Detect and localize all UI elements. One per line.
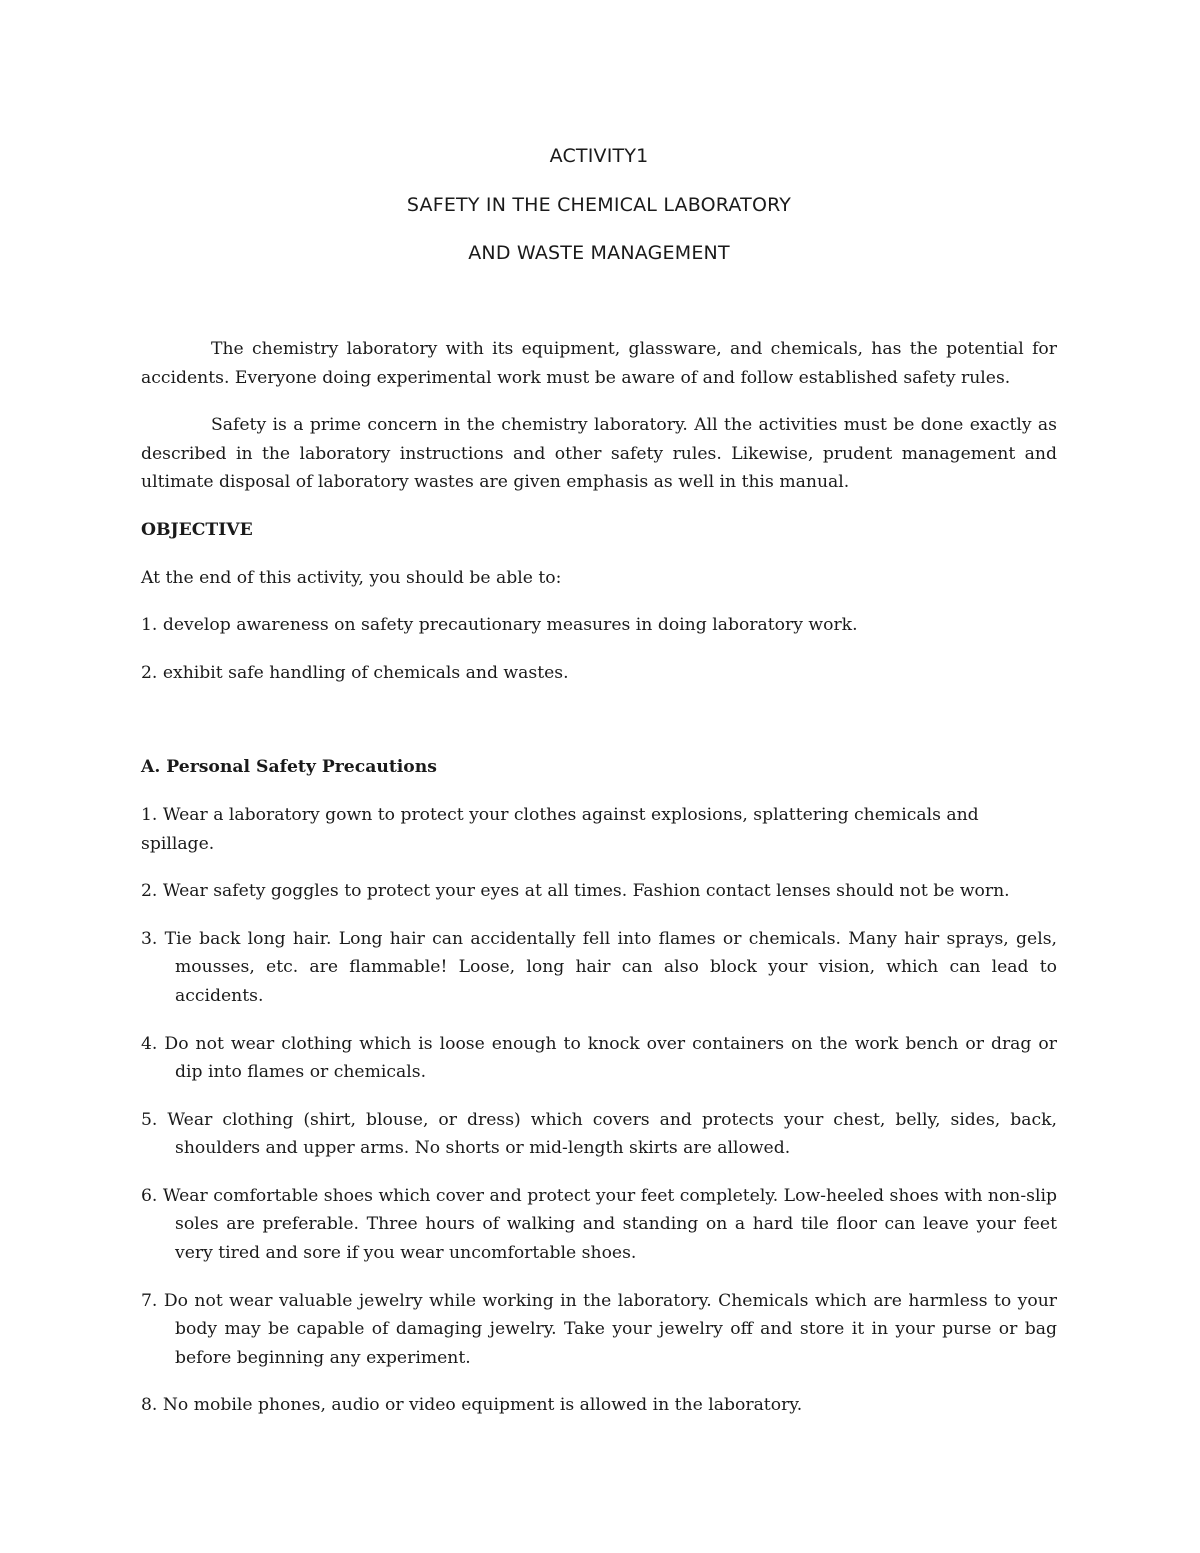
precaution-item-4: 4. Do not wear clothing which is loose enough to knock over containers on the work bench or drag or dip into flames or chemicals. (141, 1033, 1057, 1083)
document-page (141, 0, 1057, 1553)
precaution-item-1: 1. Wear a laboratory gown to protect your clothes against explosions, splattering chemicals and spillage. (141, 804, 979, 854)
precaution-item-6: 6. Wear comfortable shoes which cover and protect your feet completely. Low-heeled shoes with non-slip soles are preferable. Three hours of walking and standing on a hard tile floor can leave your feet very tired and sore if you wear uncomfortable shoes. (141, 1185, 1057, 1264)
precaution-item-3: 3. Tie back long hair. Long hair can accidentally fell into flames or chemicals. Many hair sprays, gels, mousses, etc. are flammable! Loose, long hair can also block your vision, which can lead to accidents. (141, 928, 1057, 1006)
activity-title: ACTIVITY1 (549, 145, 649, 167)
objective-item-2: 2. exhibit safe handling of chemicals and wastes. (141, 662, 569, 683)
document-title: SAFETY IN THE CHEMICAL LABORATORY (406, 193, 792, 216)
intro-paragraph-2: Safety is a prime concern in the chemistry laboratory. All the activities must be done exactly as described in the laboratory instructions and other safety rules. Likewise, prudent management and ultimate disposal of laboratory wastes are given emphasis as well in this manual. (141, 415, 1057, 493)
objective-heading: OBJECTIVE (141, 519, 253, 540)
precaution-item-8: 8. No mobile phones, audio or video equipment is allowed in the laboratory. (141, 1395, 803, 1416)
section-a-heading: A. Personal Safety Precautions (141, 757, 437, 778)
precaution-item-5: 5. Wear clothing (shirt, blouse, or dress) which covers and protects your chest, belly, sides, back, shoulders and upper arms. No shorts or mid-length skirts are allowed. (141, 1109, 1057, 1159)
title-block (141, 141, 1057, 287)
precaution-item-2: 2. Wear safety goggles to protect your eyes at all times. Fashion contact lenses should not be worn. (141, 881, 1010, 902)
document-body (141, 335, 1057, 1439)
precaution-item-7: 7. Do not wear valuable jewelry while working in the laboratory. Chemicals which are harmless to your body may be capable of damaging jewelry. Take your jewelry off and store it in your purse or bag before beginning any experiment. (141, 1290, 1057, 1368)
intro-paragraph-1: The chemistry laboratory with its equipment, glassware, and chemicals, has the potential for accidents. Everyone doing experimental work must be aware of and follow established safety rules. (141, 339, 1057, 388)
objective-lead: At the end of this activity, you should be able to: (141, 567, 562, 588)
document-subtitle: AND WASTE MANAGEMENT (468, 242, 730, 264)
objective-item-1: 1. develop awareness on safety precautionary measures in doing laboratory work. (141, 615, 858, 636)
